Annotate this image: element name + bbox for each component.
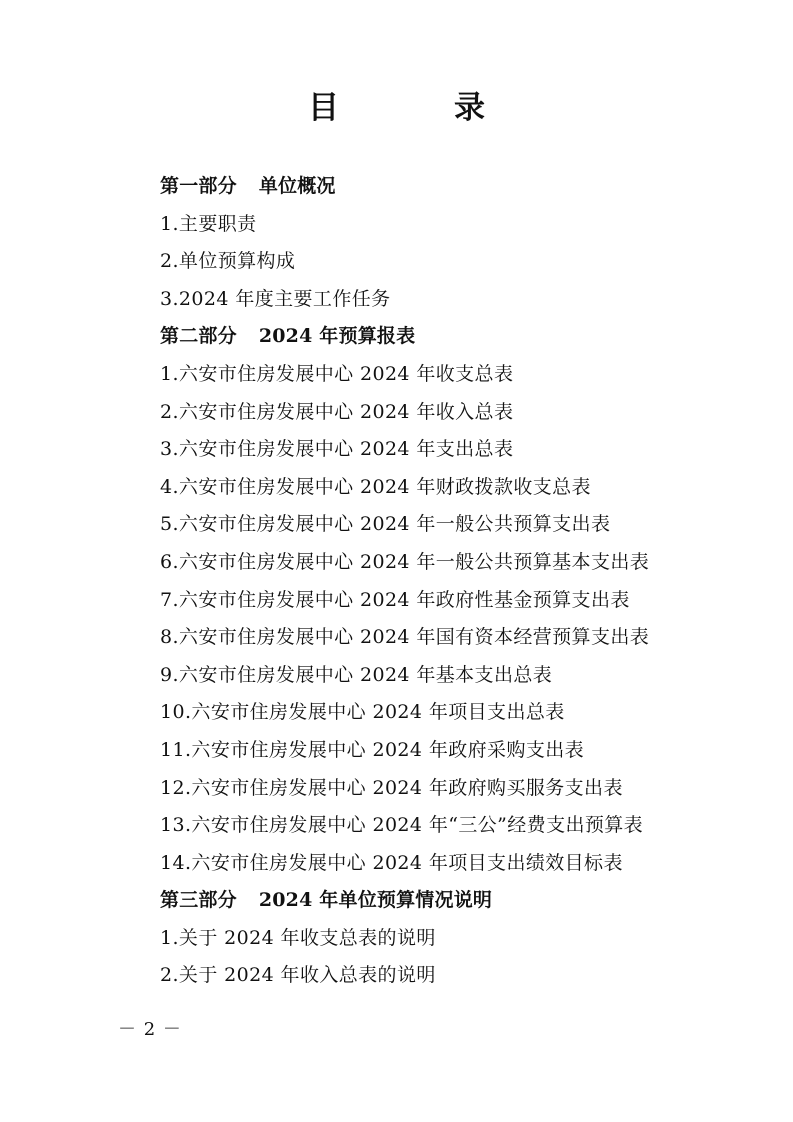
page-title: 目 录	[308, 90, 527, 126]
toc-item: 5.六安市住房发展中心 2024 年一般公共预算支出表	[160, 513, 611, 536]
section-label: 第一部分	[160, 175, 237, 197]
section-label: 第二部分	[160, 325, 237, 348]
toc-section-part1	[160, 168, 760, 206]
section-label: 第三部分	[160, 889, 237, 912]
toc-item: 9.六安市住房发展中心 2024 年基本支出总表	[160, 663, 553, 686]
section-title: 2024 年预算报表	[258, 325, 416, 348]
toc-item: 2.关于 2024 年收入总表的说明	[160, 964, 436, 987]
toc-item: 11.六安市住房发展中心 2024 年政府采购支出表	[160, 738, 585, 761]
toc-item: 2.单位预算构成	[160, 250, 296, 273]
toc-item: 14.六安市住房发展中心 2024 年项目支出绩效目标表	[160, 851, 623, 874]
toc-item: 3.六安市住房发展中心 2024 年支出总表	[160, 438, 514, 461]
toc-item: 2.六安市住房发展中心 2024 年收入总表	[160, 400, 514, 423]
toc-item: 1.六安市住房发展中心 2024 年收支总表	[160, 362, 514, 385]
toc-item: 4.六安市住房发展中心 2024 年财政拨款收支总表	[160, 475, 591, 498]
toc-item: 1.主要职责	[160, 212, 257, 235]
table-of-contents	[160, 168, 760, 995]
toc-item: 8.六安市住房发展中心 2024 年国有资本经营预算支出表	[160, 626, 650, 649]
toc-item: 7.六安市住房发展中心 2024 年政府性基金预算支出表	[160, 588, 630, 611]
toc-item: 6.六安市住房发展中心 2024 年一般公共预算基本支出表	[160, 550, 650, 573]
toc-item: 10.六安市住房发展中心 2024 年项目支出总表	[160, 701, 565, 724]
section-title: 2024 年单位预算情况说明	[258, 889, 493, 912]
page-number: － 2 －	[118, 1019, 182, 1040]
toc-item: 12.六安市住房发展中心 2024 年政府购买服务支出表	[160, 776, 623, 799]
toc-item: 13.六安市住房发展中心 2024 年“三公”经费支出预算表	[160, 814, 644, 837]
toc-section-part3	[160, 882, 760, 920]
toc-section-part2	[160, 318, 760, 356]
toc-item: 1.关于 2024 年收支总表的说明	[160, 926, 436, 949]
section-title: 单位概况	[258, 175, 336, 197]
toc-item: 3.2024 年度主要工作任务	[160, 287, 391, 310]
